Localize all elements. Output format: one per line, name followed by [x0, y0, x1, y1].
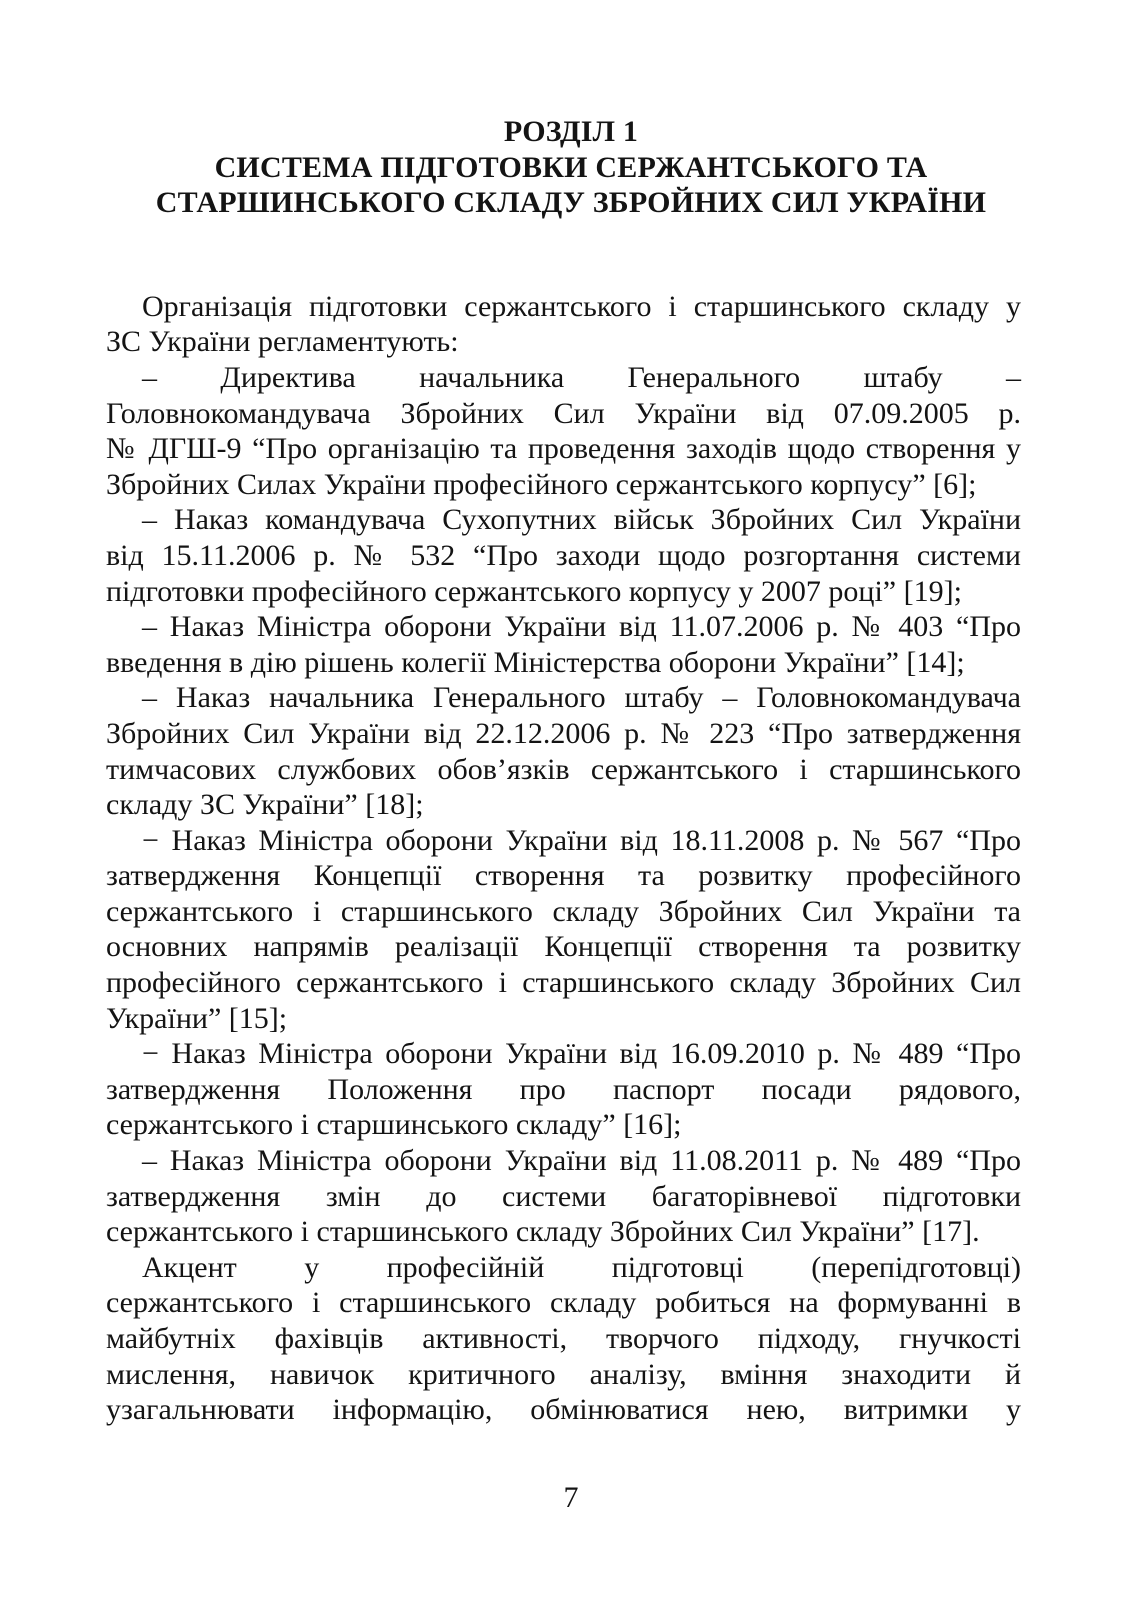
- text-line: затвердження Положення про паспорт посади рядового,: [106, 1072, 1021, 1106]
- text-line: майбутніх фахівців активності, творчого підходу, гнучкості: [106, 1322, 1021, 1355]
- text-line: – Наказ начальника Генерального штабу – Головнокомандувача: [142, 681, 1021, 715]
- text-line: № ДГШ-9 “Про організацію та проведення заходів щодо створення у: [106, 432, 1021, 466]
- text-line: мислення, навичок критичного аналізу, вміння знаходити й: [106, 1357, 1021, 1391]
- text-line: введення в дію рішень колегії Міністерства оборони України” [14];: [106, 645, 965, 679]
- text-line: Акцент у професійній підготовці (перепідготовці): [142, 1250, 1021, 1284]
- text-line: сержантського і старшинського складу Збройних Сил України” [17].: [106, 1215, 980, 1249]
- text-line: ЗС України регламентують:: [106, 325, 459, 359]
- page-number: 7: [563, 1480, 579, 1514]
- text-line: – Наказ Міністра оборони України від 11.07.2006 р. № 403 “Про: [142, 610, 1021, 644]
- text-line: затвердження Концепції створення та розвитку професійного: [106, 859, 1021, 893]
- text-line: Збройних Силах України професійного сержантського корпусу” [6];: [106, 467, 977, 501]
- text-line: Збройних Сил України від 22.12.2006 р. № 223 “Про затвердження: [106, 716, 1021, 750]
- text-line: України” [15];: [106, 1001, 288, 1035]
- text-line: − Наказ Міністра оборони України від 18.11.2008 р. № 567 “Про: [142, 823, 1021, 857]
- text-line: професійного сержантського і старшинського складу Збройних Сил: [106, 966, 1021, 1000]
- text-line: узагальнювати інформацію, обмінюватися нею, витримки у: [106, 1393, 1021, 1427]
- text-line: складу ЗС України” [18];: [106, 788, 424, 822]
- text-line: Організація підготовки сержантського і старшинського складу у: [142, 289, 1021, 323]
- text-line: тимчасових службових обов’язків сержантського і старшинського: [106, 752, 1021, 786]
- chapter-title-line-1: СИСТЕМА ПІДГОТОВКИ СЕРЖАНТСЬКОГО ТА: [214, 150, 928, 184]
- text-line: − Наказ Міністра оборони України від 16.09.2010 р. № 489 “Про: [142, 1037, 1021, 1071]
- text-line: затвердження змін до системи багаторівневої підготовки: [106, 1179, 1021, 1213]
- text-line: сержантського і старшинського складу Збройних Сил України та: [106, 894, 1021, 928]
- chapter-number: РОЗДІЛ 1: [503, 115, 639, 148]
- body-text: [106, 289, 1021, 1428]
- chapter-title-line-2: СТАРШИНСЬКОГО СКЛАДУ ЗБРОЙНИХ СИЛ УКРАЇНИ: [155, 186, 987, 220]
- text-line: від 15.11.2006 р. № 532 “Про заходи щодо розгортання системи: [106, 538, 1021, 572]
- text-line: Головнокомандувача Збройних Сил України від 07.09.2005 р.: [106, 396, 1021, 430]
- text-line: сержантського і старшинського складу робиться на формуванні в: [106, 1286, 1021, 1320]
- text-line: основних напрямів реалізації Концепції створення та розвитку: [106, 930, 1021, 964]
- text-line: підготовки професійного сержантського корпусу у 2007 році” [19];: [106, 574, 962, 608]
- chapter-title: [0, 114, 1142, 221]
- text-line: – Директива начальника Генерального штабу –: [142, 360, 1021, 394]
- text-line: – Наказ Міністра оборони України від 11.08.2011 р. № 489 “Про: [142, 1144, 1021, 1178]
- text-line: – Наказ командувача Сухопутних військ Збройних Сил України: [142, 503, 1021, 537]
- text-line: сержантського і старшинського складу” [16];: [106, 1108, 682, 1142]
